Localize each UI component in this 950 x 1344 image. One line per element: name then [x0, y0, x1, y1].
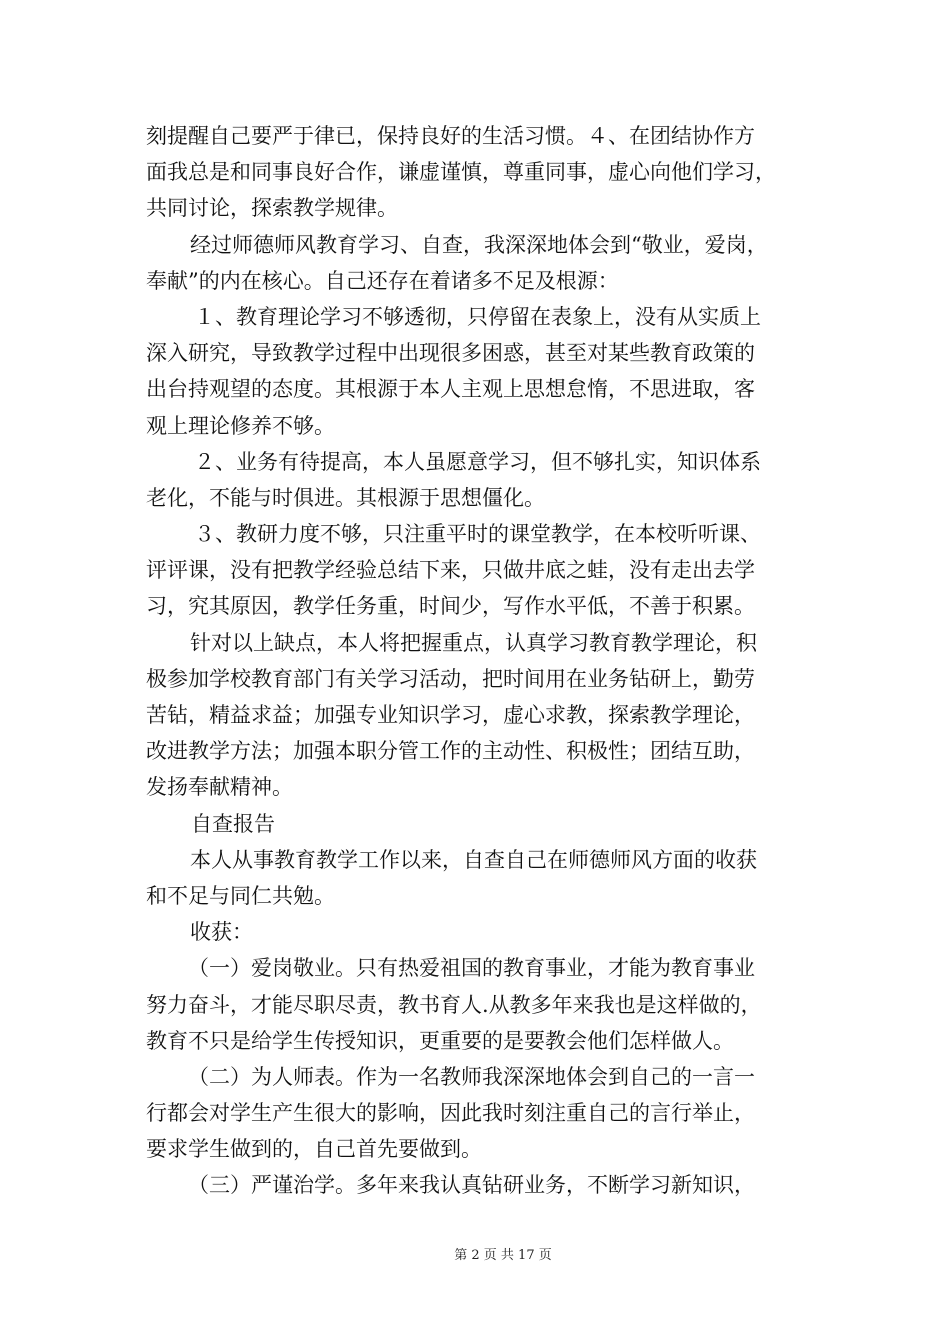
list-item-2: ２、业务有待提高，本人虽愿意学习，但不够扎实，知识体系	[194, 449, 761, 474]
section-heading: 自查报告	[191, 811, 275, 836]
paragraph-start: 针对以上缺点，本人将把握重点，认真学习教育教学理论，积	[190, 630, 757, 655]
text-line: 习，究其原因，教学任务重，时间少，写作水平低，不善于积累。	[146, 594, 755, 619]
body-text	[146, 118, 811, 1204]
text-line: 共同讨论，探索教学规律。	[146, 196, 398, 221]
text-line: 老化，不能与时俱进。其根源于思想僵化。	[146, 485, 545, 510]
text-line: 奉献”的内在核心。自己还存在着诸多不足及根源：	[146, 268, 619, 293]
text-line: 出台持观望的态度。其根源于本人主观上思想怠惰，不思进取，客	[146, 377, 755, 402]
subheading: 收获：	[190, 920, 253, 945]
text-line: 和不足与同仁共勉。	[146, 883, 335, 908]
text-line: 面我总是和同事良好合作，谦虚谨慎，尊重同事，虚心向他们学习，	[146, 160, 776, 185]
list-item-3: ３、教研力度不够，只注重平时的课堂教学，在本校听听课、	[194, 522, 761, 547]
list-item-one: （一）爱岗敬业。只有热爱祖国的教育事业，才能为教育事业	[188, 956, 755, 981]
page-number-footer: 第 2 页 共 17 页	[454, 1248, 552, 1263]
text-line: 观上理论修养不够。	[146, 413, 335, 438]
text-line: 要求学生做到的，自己首先要做到。	[146, 1137, 482, 1162]
text-line: 改进教学方法；加强本职分管工作的主动性、积极性；团结互助，	[146, 739, 755, 764]
list-item-three: （三）严谨治学。多年来我认真钻研业务，不断学习新知识，	[188, 1173, 755, 1198]
list-item-two: （二）为人师表。作为一名教师我深深地体会到自己的一言一	[188, 1064, 755, 1089]
paragraph-start: 经过师德师风教育学习、自查，我深深地体会到“敬业，爱岗，	[190, 232, 768, 257]
text-line: 评评课，没有把教学经验总结下来，只做井底之蛙，没有走出去学	[146, 558, 755, 583]
text-line: 深入研究，导致教学过程中出现很多困惑，甚至对某些教育政策的	[146, 341, 755, 366]
text-line: 努力奋斗，才能尽职尽责，教书育人.从教多年来我也是这样做的，	[146, 992, 762, 1017]
paragraph-start: 本人从事教育教学工作以来，自查自己在师德师风方面的收获	[190, 847, 757, 872]
text-line: 行都会对学生产生很大的影响，因此我时刻注重自己的言行举止，	[146, 1101, 755, 1126]
list-item-1: １、教育理论学习不够透彻，只停留在表象上，没有从实质上	[194, 304, 761, 329]
text-line: 极参加学校教育部门有关学习活动，把时间用在业务钻研上，勤劳	[146, 666, 755, 691]
text-line: 发扬奉献精神。	[146, 775, 293, 800]
text-line: 刻提醒自己要严于律已，保持良好的生活习惯。４、在团结协作方	[146, 124, 755, 148]
text-line: 苦钻，精益求益；加强专业知识学习，虚心求教，探索教学理论，	[146, 703, 755, 727]
text-line: 教育不只是给学生传授知识，更重要的是要教会他们怎样做人。	[146, 1028, 734, 1053]
